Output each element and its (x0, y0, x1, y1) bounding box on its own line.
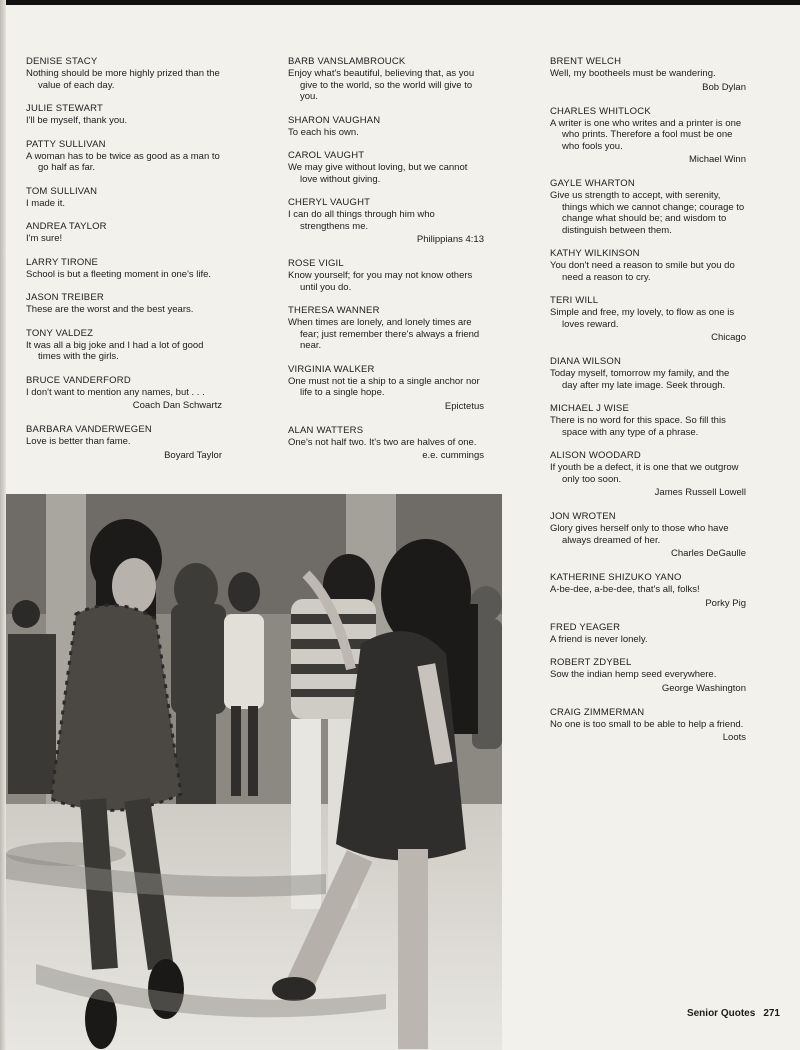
student-quote: One must not tie a ship to a single anchor nor life to a single hope. (288, 375, 480, 398)
student-name: ANDREA TAYLOR (26, 221, 107, 232)
student-quote: These are the worst and the best years. (26, 304, 194, 315)
student-name: DIANA WILSON (550, 356, 622, 367)
student-quote: A writer is one who writes and a printer is one who prints. Therefore a fool must be one who fools you. (550, 117, 742, 152)
senior-quote-entry (26, 56, 222, 91)
student-name: CHERYL VAUGHT (288, 197, 371, 208)
quote-attribution: James Russell Lowell (654, 487, 746, 498)
student-quote: Know yourself; for you may not know others until you do. (288, 270, 473, 293)
student-name: GAYLE WHARTON (550, 178, 635, 189)
quote-attribution: George Washington (661, 682, 746, 694)
quote-attribution: Chicago (711, 332, 746, 343)
senior-quote-entry (288, 425, 484, 463)
senior-quote-entry (550, 450, 746, 499)
senior-quote-entry (550, 622, 746, 646)
student-name: FRED YEAGER (550, 621, 621, 633)
student-quote: There is no word for this space. So fill this space with any type of a phrase. (550, 415, 726, 438)
student-quote: School is but a fleeting moment in one's life. (26, 268, 212, 280)
senior-quote-entry (288, 115, 484, 139)
photo-illustration (6, 494, 502, 1050)
student-quote: Today myself, tomorrow my family, and the day after my late image. Seek through. (550, 368, 730, 391)
student-name: PATTY SULLIVAN (26, 138, 106, 150)
senior-quote-entry (550, 356, 746, 391)
senior-quote-entry (288, 305, 484, 352)
student-name: TERI WILL (550, 295, 599, 306)
senior-quote-entry (550, 178, 746, 236)
quote-attribution: Coach Dan Schwartz (132, 400, 222, 411)
senior-quote-entry (288, 56, 484, 103)
top-border (0, 0, 800, 5)
student-quote: I can do all things through him who strengthens me. (288, 209, 435, 232)
senior-quote-entry (550, 511, 746, 560)
student-name: THERESA WANNER (288, 305, 380, 316)
student-quote: Love is better than fame. (26, 436, 131, 447)
student-name: BRENT WELCH (550, 56, 622, 67)
senior-quote-entry (550, 56, 746, 94)
student-name: JASON TREIBER (26, 292, 104, 303)
student-name: CHARLES WHITLOCK (550, 105, 651, 117)
senior-quote-entry (26, 328, 222, 363)
student-quote: I'm sure! (26, 233, 63, 244)
student-quote: A-be-dee, a-be-dee, that's all, folks! (550, 584, 700, 595)
student-name: BARBARA VANDERWEGEN (26, 424, 152, 435)
student-name: TONY VALDEZ (26, 327, 94, 339)
student-quote: One's not half two. It's two are halves of one. (288, 436, 477, 448)
student-name: BRUCE VANDERFORD (26, 374, 131, 386)
student-name: JON WROTEN (550, 511, 616, 522)
senior-quote-entry (288, 197, 484, 246)
student-name: MICHAEL J WISE (550, 403, 629, 414)
student-name: LARRY TIRONE (26, 256, 99, 268)
student-quote: Well, my bootheels must be wandering. (550, 68, 716, 79)
senior-quote-entry (26, 139, 222, 174)
student-name: ROBERT ZDYBEL (550, 657, 632, 668)
senior-quote-entry (26, 375, 222, 413)
page-number: 271 (763, 1008, 780, 1019)
student-name: VIRGINIA WALKER (288, 363, 375, 375)
quote-attribution: Bob Dylan (702, 81, 746, 93)
student-quote: I'll be myself, thank you. (26, 115, 128, 126)
senior-quote-entry (26, 292, 222, 316)
senior-quote-entry (26, 186, 222, 210)
student-name: ROSE VIGIL (288, 258, 344, 269)
senior-quote-entry (26, 257, 222, 281)
student-name: SHARON VAUGHAN (288, 114, 381, 126)
student-quote: Give us strength to accept, with serenity, things which we cannot change; courage to change what should be; and wisdom to distinguish between them. (550, 190, 745, 236)
student-name: CRAIG ZIMMERMAN (550, 706, 645, 718)
student-name: BARB VANSLAMBROUCK (288, 56, 406, 67)
senior-quote-entry (550, 248, 746, 283)
student-quote: If youth be a defect, it is one that we outgrow only too soon. (550, 462, 739, 485)
student-name: KATHY WILKINSON (550, 248, 640, 259)
student-quote: No one is too small to be able to help a friend. (550, 718, 744, 730)
quote-attribution: e.e. cummings (422, 450, 484, 461)
student-quote: You don't need a reason to smile but you do need a reason to cry. (550, 260, 735, 283)
senior-quote-entry (288, 150, 484, 185)
quote-column-2 (288, 56, 484, 474)
student-quote: Glory gives herself only to those who have always dreamed of her. (550, 523, 729, 546)
quote-column-3 (550, 56, 746, 756)
section-title: Senior Quotes (686, 1008, 756, 1019)
quote-attribution: Michael Winn (688, 154, 746, 165)
senior-quote-entry (550, 106, 746, 167)
student-quote: Simple and free, my lovely, to flow as one is loves reward. (550, 307, 735, 330)
student-name: TOM SULLIVAN (26, 185, 98, 197)
student-name: KATHERINE SHIZUKO YANO (550, 572, 682, 583)
quote-attribution: Loots (722, 732, 746, 743)
student-name: ALAN WATTERS (288, 424, 364, 436)
student-quote: I don't want to mention any names, but . . . (26, 386, 205, 398)
senior-quote-entry (550, 295, 746, 344)
student-quote: I made it. (26, 197, 66, 209)
senior-quote-entry (288, 364, 484, 413)
senior-quote-entry (550, 707, 746, 745)
senior-quote-entry (26, 103, 222, 127)
senior-quote-entry (26, 221, 222, 245)
student-quote: Sow the indian hemp seed everywhere. (550, 669, 717, 680)
student-name: ALISON WOODARD (550, 450, 641, 461)
student-quote: A woman has to be twice as good as a man to go half as far. (26, 150, 220, 173)
student-quote: A friend is never lonely. (550, 633, 648, 645)
student-quote: When times are lonely, and lonely times are fear; just remember there's always a friend near. (288, 317, 480, 351)
quote-column-1 (26, 56, 222, 474)
students-dancing-photo (6, 494, 502, 1050)
senior-quote-entry (288, 258, 484, 293)
quote-attribution: Boyard Taylor (164, 449, 222, 461)
student-quote: Nothing should be more highly prized than the value of each day. (26, 68, 220, 91)
quote-attribution: Porky Pig (705, 597, 746, 609)
quote-attribution: Charles DeGaulle (671, 548, 746, 559)
student-name: DENISE STACY (26, 56, 98, 67)
senior-quote-entry (550, 657, 746, 695)
quote-attribution: Epictetus (444, 400, 484, 412)
student-quote: It was all a big joke and I had a lot of good times with the girls. (26, 339, 204, 362)
student-name: JULIE STEWART (26, 103, 104, 114)
student-quote: To each his own. (288, 126, 359, 138)
student-quote: Enjoy what's beautiful, believing that, as you give to the world, so the world will give to you. (288, 68, 475, 102)
senior-quote-entry (26, 424, 222, 462)
senior-quote-entry (550, 572, 746, 610)
senior-quote-entry (550, 403, 746, 438)
page-footer (679, 1008, 780, 1019)
student-quote: We may give without loving, but we cannot love without giving. (288, 162, 468, 185)
quote-attribution: Philippians 4:13 (416, 234, 484, 245)
student-name: CAROL VAUGHT (288, 150, 365, 161)
